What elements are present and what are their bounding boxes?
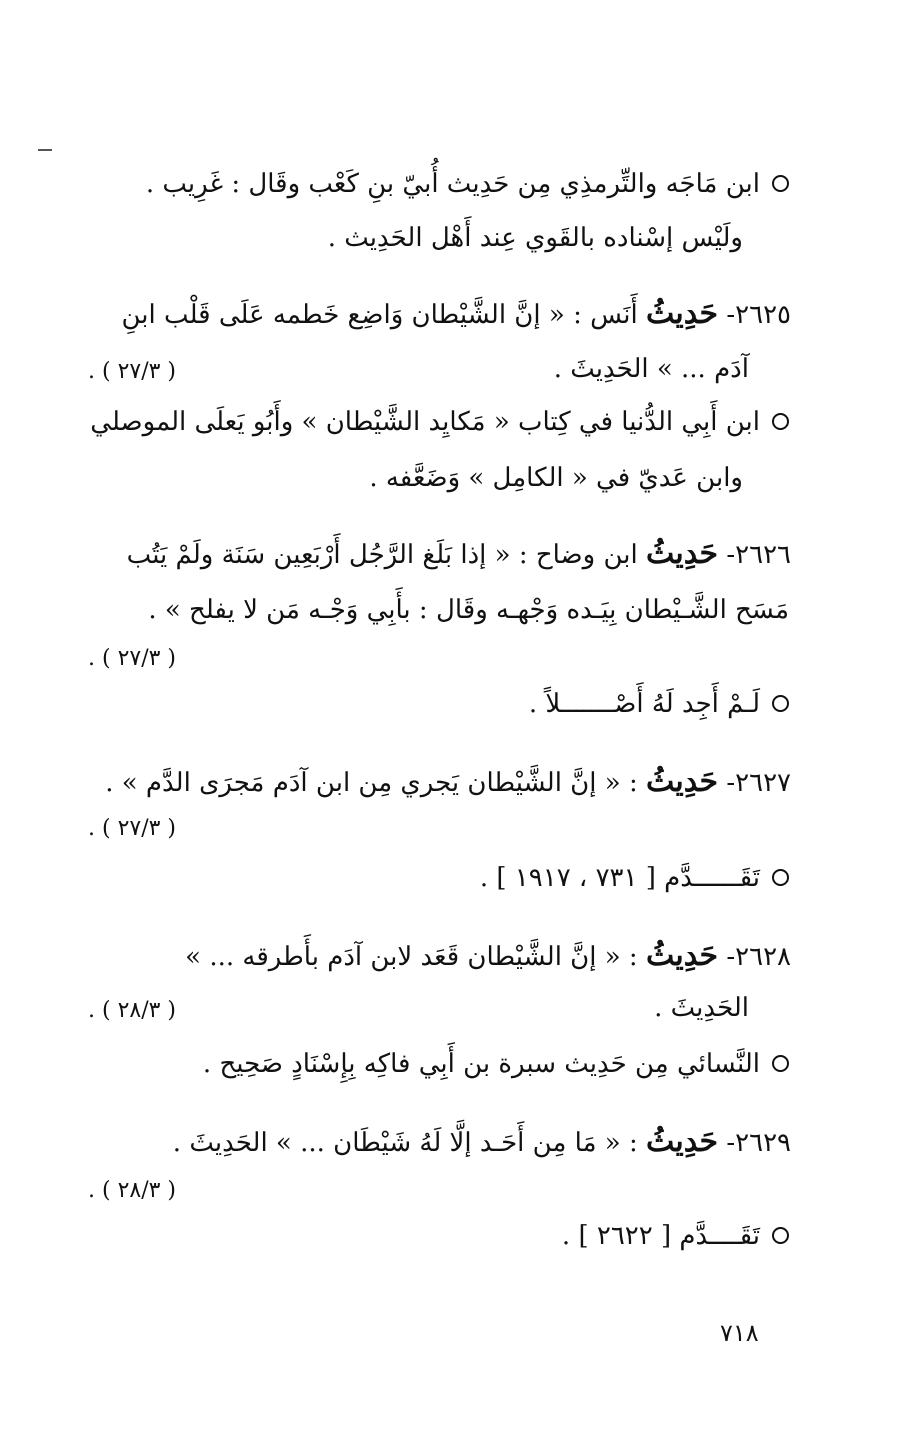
- hadith-2625-note-line-1: ابن أَبِي الدُّنيا في كِتاب « مَكايِد الشَّيْطان » وأَبُو يَعلَى الموصلي: [90, 404, 789, 440]
- hadith-2629-line-1: ٢٦٢٩- حَدِيثُ : « مَا مِن أَحَـد إلَّا لَهُ شَيْطَان ... » الحَدِيثَ .: [172, 1124, 791, 1159]
- intro-note-line-1: ابن مَاجَه والتِّرمذِي مِن حَدِيث أُبيّ بنِ كَعْب وقَال : غَرِيب .: [146, 166, 789, 202]
- hadith-2626-line-1: ٢٦٢٦- حَدِيثُ ابن وضاح : « إذا بَلَغ الرَّجُل أَرْبَعِين سَنَة ولَمْ يَتُب: [126, 536, 791, 571]
- hadith-number: ٢٦٢٨-: [726, 942, 791, 972]
- bullet-circle-icon: [772, 869, 789, 886]
- hadith-word: حَدِيثُ: [645, 764, 719, 799]
- bullet-circle-icon: [772, 1227, 789, 1244]
- hadith-word: حَدِيثُ: [645, 1124, 719, 1159]
- hadith-2628-line-2: الحَدِيثَ .: [654, 993, 749, 1023]
- page-number: ٧١٨: [720, 1319, 759, 1347]
- intro-note-line-2: ولَيْس إسْناده بالقَوي عِند أَهْل الحَدِيث .: [327, 223, 743, 253]
- hadith-2627-reference: ( ٢٧/٣ ) .: [88, 816, 177, 841]
- hadith-2626-reference: ( ٢٧/٣ ) .: [88, 646, 177, 671]
- bullet-circle-icon: [772, 1055, 789, 1072]
- hadith-2628-line-1: ٢٦٢٨- حَدِيثُ : « إنَّ الشَّيْطان قَعَد لابن آدَم بأَطرقه ... »: [185, 938, 791, 973]
- bullet-circle-icon: [772, 175, 789, 192]
- hadith-word: حَدِيثُ: [645, 938, 719, 973]
- hadith-number: ٢٦٢٧-: [726, 768, 791, 798]
- hadith-2627-note: تَقَــــــدَّم [ ٧٣١ ، ١٩١٧ ] .: [480, 860, 789, 896]
- hadith-2626-note: لَـمْ أَجِد لَهُ أَصْـــــــلاً .: [529, 686, 789, 722]
- hadith-2629-note: تَقَــــدَّم [ ٢٦٢٢ ] .: [562, 1218, 789, 1254]
- hadith-2625-note-line-2: وابن عَديّ في « الكامِل » وَضَعَّفه .: [369, 463, 743, 493]
- hadith-2625-line-1: ٢٦٢٥- حَدِيثُ أَنَس : « إنَّ الشَّيْطان وَاضِع خَطمه عَلَى قَلْب ابنِ: [121, 296, 791, 331]
- hadith-2627-line-1: ٢٦٢٧- حَدِيثُ : « إنَّ الشَّيْطان يَجري مِن ابن آدَم مَجرَى الدَّم » .: [105, 764, 791, 799]
- hadith-word: حَدِيثُ: [645, 536, 719, 571]
- hadith-number: ٢٦٢٦-: [726, 540, 791, 570]
- hadith-2625-reference: ( ٢٧/٣ ) .: [88, 359, 177, 384]
- bullet-circle-icon: [772, 695, 789, 712]
- hadith-2629-reference: ( ٢٨/٣ ) .: [88, 1178, 177, 1203]
- hadith-2628-reference: ( ٢٨/٣ ) .: [88, 998, 177, 1023]
- hadith-word: حَدِيثُ: [645, 296, 719, 331]
- margin-mark: [38, 149, 52, 151]
- hadith-2625-line-2: آدَم ... » الحَدِيثَ .: [553, 354, 749, 384]
- hadith-number: ٢٦٢٥-: [726, 300, 791, 330]
- hadith-number: ٢٦٢٩-: [726, 1128, 791, 1158]
- hadith-2626-line-2: مَسَح الشَّـيْطان بِيَـده وَجْهـه وقَال : بأَبِي وَجْـه مَن لا يفلح » .: [148, 595, 789, 625]
- hadith-2628-note: النَّسائي مِن حَدِيث سبرة بن أَبِي فاكِه بِإِسْنَادٍ صَحِيح .: [203, 1046, 789, 1082]
- bullet-circle-icon: [772, 413, 789, 430]
